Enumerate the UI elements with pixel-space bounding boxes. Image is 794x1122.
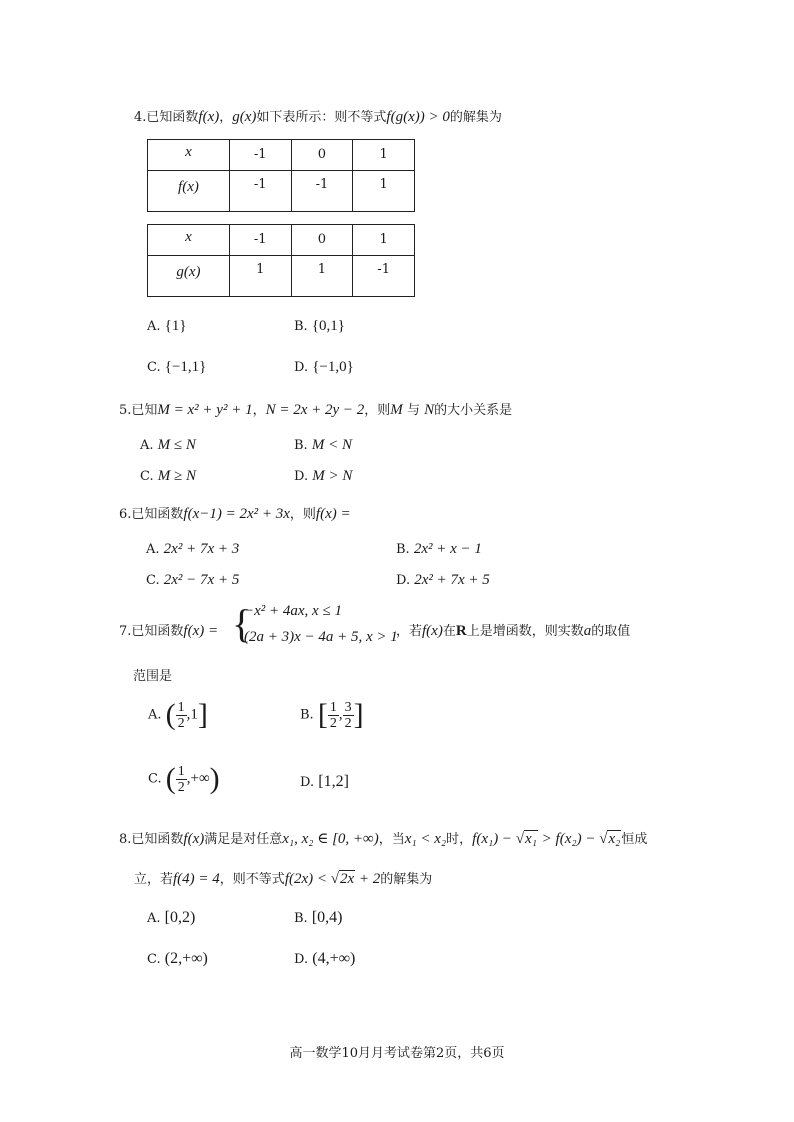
- q7-case-2: (2a + 3)x − 4a + 5, x > 1: [244, 629, 398, 645]
- q6-option-b[interactable]: B. 2x² + x − 1: [396, 541, 482, 557]
- table-g-val: -1: [353, 256, 415, 297]
- q4-option-d[interactable]: D. {−1,0}: [294, 359, 354, 375]
- q7-option-b-fraction-2: $\frac{3}{2}$: [344, 699, 352, 731]
- q7-option-c[interactable]: C. ( $\frac{1}{2}$ ,+∞): [148, 762, 220, 795]
- q5-option-c[interactable]: C. M ≥ N: [140, 468, 196, 484]
- q8-option-a[interactable]: A. [0,2): [147, 909, 196, 926]
- q4-option-a[interactable]: A. {1}: [147, 318, 187, 334]
- q6-stem: 6.已知函数f(x−1) = 2x² + 3x，则f(x) =: [119, 506, 351, 522]
- page-footer: 高一数学10月月考试卷第2页，共6页: [289, 1046, 505, 1061]
- q7-stem-start: 7.已知函数f(x) =: [119, 623, 219, 639]
- q5-option-d[interactable]: D. M > N: [294, 468, 353, 484]
- q5-option-b[interactable]: B. M < N: [294, 437, 352, 453]
- table-g-x: -1: [229, 225, 291, 256]
- table-g-x: 1: [353, 225, 415, 256]
- table-g-head: x: [148, 225, 230, 256]
- table-g-val: 1: [229, 256, 291, 297]
- table-f-x: 0: [291, 140, 353, 171]
- q6-option-a[interactable]: A. 2x² + 7x + 3: [146, 541, 240, 557]
- q5-option-a[interactable]: A. M ≤ N: [140, 437, 196, 453]
- table-g: [147, 224, 415, 297]
- q4-option-c[interactable]: C. {−1,1}: [147, 359, 207, 375]
- q7-option-c-fraction: $\frac{1}{2}$: [177, 763, 185, 795]
- q6-option-d[interactable]: D. 2x² + 7x + 5: [396, 572, 490, 588]
- table-g-row-label: g(x): [148, 256, 230, 297]
- q5-stem: 5.已知M = x² + y² + 1，N = 2x + 2y − 2，则M 与 N的大小关系是: [119, 402, 513, 418]
- q7-option-b[interactable]: B. [ $\frac{1}{2}$ , $\frac{3}{2}$ ]: [300, 698, 364, 731]
- q8-stem-line-1: 8.已知函数f(x)满足是对任意x₁, x₂ ∈ [0, +∞)，当x₁ < x₂时，f(x₁) − √x₁ > f(x₂) − √x₂恒成: [119, 831, 648, 847]
- q7-option-d[interactable]: D. [1,2]: [300, 773, 349, 790]
- q8-option-b[interactable]: B. [0,4): [294, 909, 343, 926]
- table-f: [147, 139, 415, 212]
- table-f-val: -1: [291, 171, 353, 212]
- table-g-val: 1: [291, 256, 353, 297]
- q7-case-1: −x² + 4ax, x ≤ 1: [244, 603, 342, 619]
- q7-brace: {: [232, 601, 252, 646]
- table-f-val: -1: [229, 171, 291, 212]
- q4-stem: 4.已知函数f(x)，g(x)如下表所示：则不等式f(g(x)) > 0的解集为: [134, 109, 502, 125]
- table-f-row-label: f(x): [148, 171, 230, 212]
- q7-stem-end: ，若f(x)在R上是增函数，则实数a的取值: [396, 623, 631, 639]
- table-f-head: x: [148, 140, 230, 171]
- table-f-x: -1: [229, 140, 291, 171]
- q8-stem-line-2: 立，若f(4) = 4，则不等式f(2x) < √2x + 2的解集为: [134, 871, 433, 887]
- q7-stem-range: 范围是: [133, 669, 173, 684]
- table-f-x: 1: [353, 140, 415, 171]
- q7-option-b-fraction-1: $\frac{1}{2}$: [329, 699, 337, 731]
- q7-option-a[interactable]: A. ( $\frac{1}{2}$ ,1]: [148, 698, 208, 731]
- table-f-val: 1: [353, 171, 415, 212]
- q8-option-d[interactable]: D. (4,+∞): [294, 950, 356, 967]
- table-g-x: 0: [291, 225, 353, 256]
- q6-option-c[interactable]: C. 2x² − 7x + 5: [146, 572, 240, 588]
- q4-option-b[interactable]: B. {0,1}: [294, 318, 345, 334]
- q8-option-c[interactable]: C. (2,+∞): [147, 950, 208, 967]
- q7-option-a-fraction: $\frac{1}{2}$: [177, 699, 185, 731]
